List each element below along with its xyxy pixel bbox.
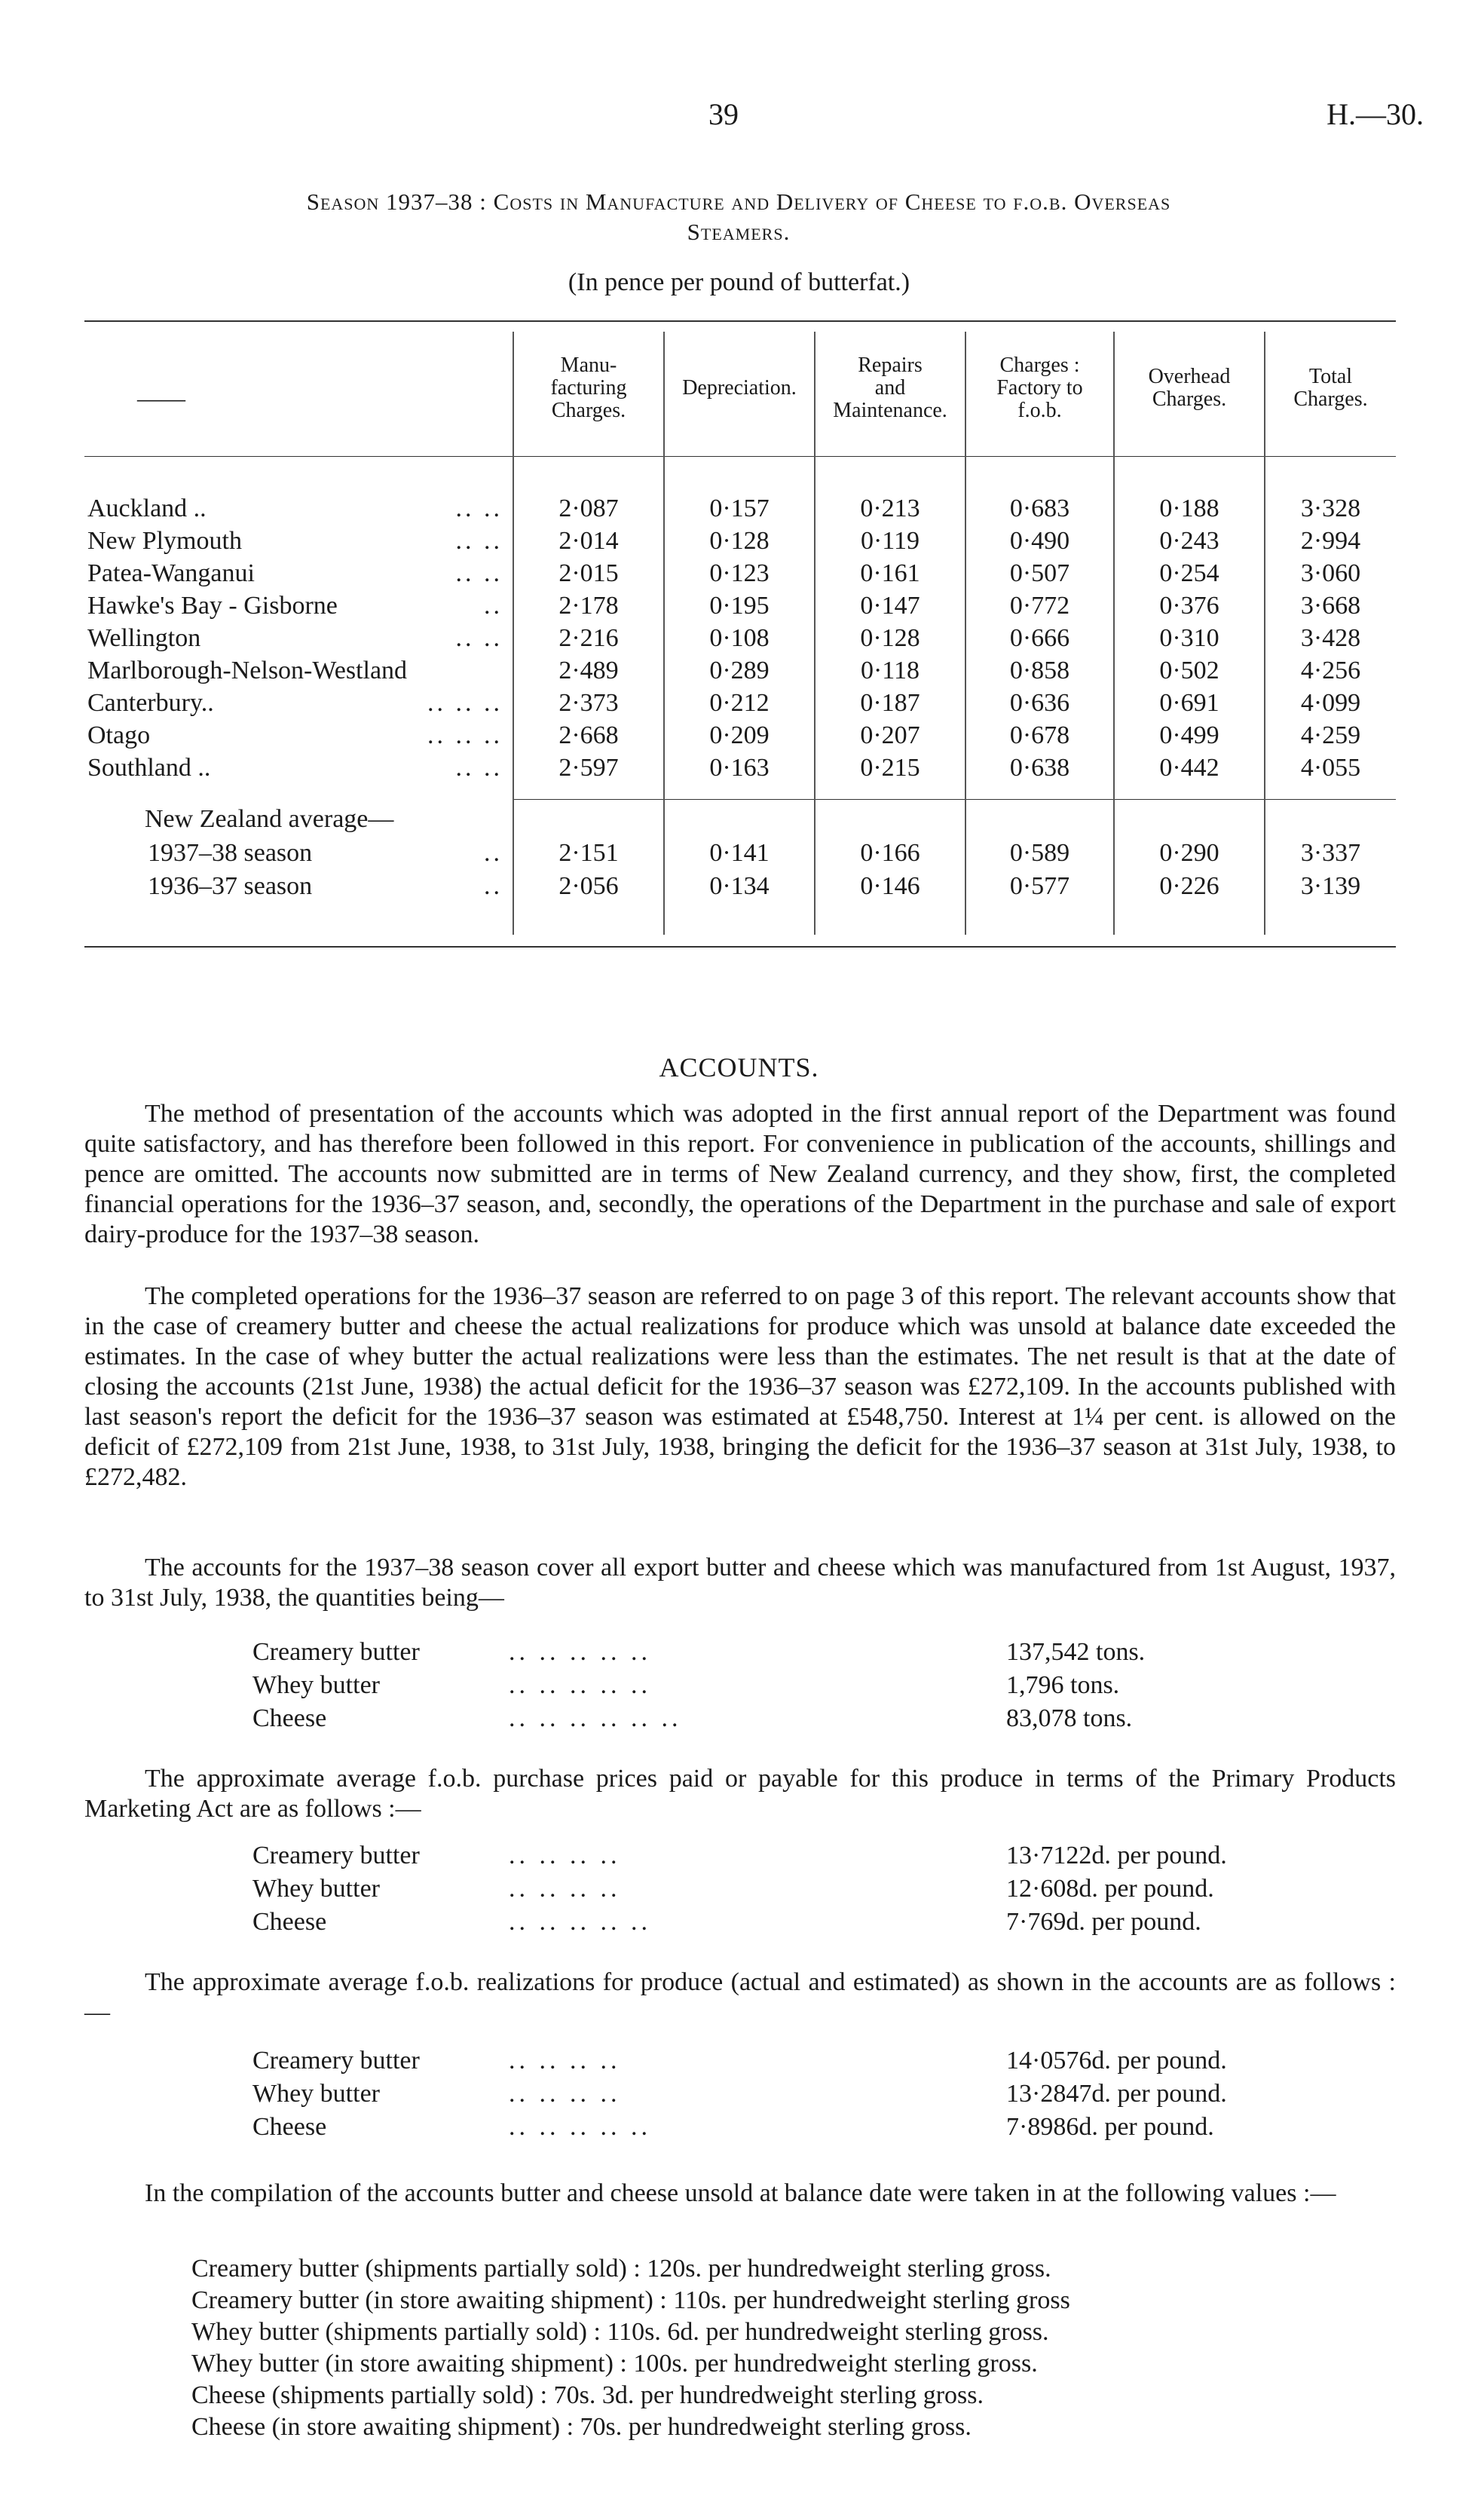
- accounts-para-5: The approximate average f.o.b. realizations for produce (actual and estimated) as shown in the accounts are as follows :—: [84, 1968, 1396, 2026]
- table-cell: 0·858: [1009, 657, 1070, 684]
- realization-leader-dots: .. .. .. ..: [509, 2047, 621, 2074]
- table-cell: 0·123: [709, 559, 770, 587]
- table-cell: 0·442: [1159, 754, 1219, 782]
- unsold-value-item: Whey butter (shipments partially sold) : 110s. 6d. per hundredweight sterling gross.: [191, 2318, 1049, 2346]
- row-leader-dots: .. ..: [455, 754, 503, 782]
- table-cell: 0·499: [1159, 721, 1219, 749]
- row-label: Canterbury..: [87, 689, 214, 717]
- page-number: 39: [708, 97, 739, 131]
- table-bottom-rule: [84, 946, 1396, 948]
- accounts-para-2: The completed operations for the 1936–37 season are referred to on page 3 of this report. The relevant accounts show that in the case of creamery butter and cheese the actual realizations for produce which was unsold at balance date exceeded the estimates. In the case of whey butter the actual realizations were less than the estimates. The net result is that at the date of closing the accounts (21st June, 1938) the actual deficit for the 1936–37 season was £272,109. In the accounts published with last season's report the deficit for the 1936–37 season was estimated at £548,750. Interest at 1¼ per cent. is allowed on the deficit of £272,109 from 21st June, 1938, to 31st July, 1938, bringing the deficit for the 1936–37 season at 31st July, 1938, to £272,482.: [84, 1282, 1396, 1491]
- accounts-heading: ACCOUNTS.: [659, 1052, 819, 1082]
- table-cell: 2·597: [558, 754, 619, 782]
- quantity-label: Cheese: [252, 1704, 327, 1732]
- table-cell: 0·147: [860, 592, 920, 620]
- quantity-value: 137,542 tons.: [1006, 1638, 1146, 1666]
- table-cell: 0·683: [1009, 495, 1070, 522]
- quantity-row: [252, 1702, 1232, 1735]
- table-cell: 0·243: [1159, 527, 1219, 555]
- table-row-region-2: [84, 557, 1396, 590]
- table-cell: 0·209: [709, 721, 770, 749]
- table-row-region-4: [84, 622, 1396, 655]
- realization-leader-dots: .. .. .. .. ..: [509, 2113, 651, 2141]
- table-cell: 0·772: [1009, 592, 1070, 620]
- table-row-region-3: [84, 589, 1396, 623]
- table-cell: 0·187: [860, 689, 920, 717]
- table-cell: 4·259: [1300, 721, 1361, 749]
- table-cell: 0·226: [1159, 872, 1219, 900]
- accounts-para-4: The approximate average f.o.b. purchase prices paid or payable for this produce in terms of the Primary Products Marketing Act are as follows :—: [84, 1765, 1396, 1823]
- average-heading-label: New Zealand average—: [145, 805, 394, 833]
- table-cell: 0·128: [709, 527, 770, 555]
- table-top-rule: [84, 320, 1396, 322]
- table-cell: 3·328: [1300, 495, 1361, 522]
- table-cell: 0·212: [709, 689, 770, 717]
- table-cell: 0·141: [709, 839, 770, 867]
- unsold-value-item: Cheese (shipments partially sold) : 70s. 3d. per hundredweight sterling gross.: [191, 2381, 984, 2409]
- table-cell: 0·161: [860, 559, 920, 587]
- cost-table: [84, 320, 1396, 946]
- table-row-region-7: [84, 719, 1396, 752]
- table-cell: 2·087: [558, 495, 619, 522]
- realization-row: [252, 2044, 1232, 2078]
- realization-row: [252, 2078, 1232, 2111]
- quantity-value: 1,796 tons.: [1006, 1671, 1120, 1699]
- purchase-price-label: Cheese: [252, 1908, 327, 1936]
- quantity-label: Whey butter: [252, 1671, 380, 1699]
- table-cell: 0·289: [709, 657, 770, 684]
- col-header-overhead: Overhead Charges.: [1148, 365, 1231, 411]
- table-cell: 2·151: [558, 839, 619, 867]
- row-leader-dots: ..: [484, 872, 503, 900]
- table-cell: 0·134: [709, 872, 770, 900]
- table-cell: 3·668: [1300, 592, 1361, 620]
- table-cell: 0·507: [1009, 559, 1070, 587]
- table-row-region-5: [84, 654, 1396, 687]
- row-leader-dots: .. ..: [455, 559, 503, 587]
- table-cell: 0·310: [1159, 624, 1219, 652]
- table-cell: 0·157: [709, 495, 770, 522]
- table-cell: 2·216: [558, 624, 619, 652]
- table-row-region-0: [84, 492, 1396, 525]
- table-cell: 0·254: [1159, 559, 1219, 587]
- col-header-depreciation: Depreciation.: [682, 376, 797, 400]
- row-label: 1937–38 season: [148, 839, 313, 867]
- purchase-price-label: Whey butter: [252, 1875, 380, 1903]
- realization-value: 14·0576d. per pound.: [1006, 2047, 1227, 2074]
- quantity-row: [252, 1669, 1232, 1702]
- average-heading: [84, 803, 1396, 836]
- table-cell: 0·118: [860, 657, 920, 684]
- row-label: Hawke's Bay - Gisborne: [87, 592, 338, 620]
- table-cell: 0·195: [709, 592, 770, 620]
- row-label: Southland ..: [87, 754, 211, 782]
- quantity-leader-dots: .. .. .. .. ..: [509, 1638, 651, 1666]
- row-leader-dots: .. ..: [455, 624, 503, 652]
- table-cell: 2·015: [558, 559, 619, 587]
- unsold-value-item: Creamery butter (shipments partially sold) : 120s. per hundredweight sterling gross.: [191, 2255, 1051, 2283]
- table-cell: 0·146: [860, 872, 920, 900]
- table-cell: 3·337: [1300, 839, 1361, 867]
- realization-value: 13·2847d. per pound.: [1006, 2080, 1227, 2108]
- row-leader-dots: .. .. ..: [427, 689, 503, 717]
- table-cell: 0·376: [1159, 592, 1219, 620]
- accounts-para-3: The accounts for the 1937–38 season cover all export butter and cheese which was manufactured from 1st August, 1937, to 31st July, 1938, the quantities being—: [84, 1554, 1396, 1612]
- unsold-value-item: Whey butter (in store awaiting shipment) : 100s. per hundredweight sterling gross.: [191, 2350, 1038, 2378]
- col-header-charges-fob: Charges : Factory to f.o.b.: [996, 354, 1083, 422]
- table-cell: 0·163: [709, 754, 770, 782]
- row-label: Patea-Wanganui: [87, 559, 255, 587]
- purchase-price-leader-dots: .. .. .. ..: [509, 1842, 621, 1869]
- purchase-price-row: [252, 1872, 1232, 1906]
- page-reference: H.—30.: [1327, 97, 1424, 131]
- table-cell: 3·428: [1300, 624, 1361, 652]
- table-cell: 0·188: [1159, 495, 1219, 522]
- table-cell: 4·099: [1300, 689, 1361, 717]
- table-header-rule: [84, 456, 1396, 457]
- table-cell: 0·678: [1009, 721, 1070, 749]
- row-label: Auckland ..: [87, 495, 207, 522]
- quantity-row: [252, 1636, 1232, 1669]
- table-cell: 2·489: [558, 657, 619, 684]
- table-cell: 3·139: [1300, 872, 1361, 900]
- table-cell: 4·256: [1300, 657, 1361, 684]
- table-row-region-6: [84, 687, 1396, 720]
- row-leader-dots: ..: [484, 592, 503, 620]
- table-cell: 0·166: [860, 839, 920, 867]
- table-cell: 0·691: [1159, 689, 1219, 717]
- table-cell: 2·668: [558, 721, 619, 749]
- quantity-label: Creamery butter: [252, 1638, 420, 1666]
- table-cell: 0·638: [1009, 754, 1070, 782]
- table-subtitle: (In pence per pound of butterfat.): [568, 268, 910, 296]
- table-cell: 0·636: [1009, 689, 1070, 717]
- table-cell: 0·577: [1009, 872, 1070, 900]
- table-cell: 0·213: [860, 495, 920, 522]
- table-title-line1: Season 1937–38 : Costs in Manufacture and Delivery of Cheese to f.o.b. Overseas: [306, 188, 1171, 215]
- purchase-price-row: [252, 1906, 1232, 1939]
- quantity-value: 83,078 tons.: [1006, 1704, 1133, 1732]
- purchase-price-value: 12·608d. per pound.: [1006, 1875, 1214, 1903]
- purchase-price-value: 13·7122d. per pound.: [1006, 1842, 1227, 1869]
- table-row-region-1: [84, 525, 1396, 558]
- realization-leader-dots: .. .. .. ..: [509, 2080, 621, 2108]
- col-header-repairs: Repairs and Maintenance.: [833, 354, 947, 422]
- realization-value: 7·8986d. per pound.: [1006, 2113, 1214, 2141]
- realization-label: Cheese: [252, 2113, 327, 2141]
- table-cell: 3·060: [1300, 559, 1361, 587]
- accounts-para-1: The method of presentation of the accounts which was adopted in the first annual report of the Department was found quite satisfactory, and has therefore been followed in this report. For convenience in publication of the accounts, shillings and pence are omitted. The accounts now submitted are in terms of New Zealand currency, and they show, first, the completed financial operations for the 1936–37 season, and, secondly, the operations of the Department in the purchase and sale of export dairy-produce for the 1937–38 season.: [84, 1100, 1396, 1248]
- col-header-manufacturing: Manu- facturing Charges.: [550, 354, 627, 422]
- row-label: Marlborough-Nelson-Westland: [87, 657, 408, 684]
- table-cell: 0·119: [860, 527, 920, 555]
- table-cell: 0·502: [1159, 657, 1219, 684]
- table-cell: 0·108: [709, 624, 770, 652]
- table-cell: 0·215: [860, 754, 920, 782]
- table-cell: 0·589: [1009, 839, 1070, 867]
- realization-row: [252, 2111, 1232, 2144]
- purchase-price-value: 7·769d. per pound.: [1006, 1908, 1201, 1936]
- accounts-para-6: In the compilation of the accounts butter and cheese unsold at balance date were taken in at the following values :—: [145, 2179, 1336, 2207]
- table-cell: 2·994: [1300, 527, 1361, 555]
- row-label: Otago: [87, 721, 151, 749]
- table-cell: 0·207: [860, 721, 920, 749]
- table-cell: 2·056: [558, 872, 619, 900]
- table-title: [98, 187, 1379, 247]
- table-cell: 0·490: [1009, 527, 1070, 555]
- table-row-average-1: [84, 870, 1396, 903]
- unsold-value-item: Cheese (in store awaiting shipment) : 70s. per hundredweight sterling gross.: [191, 2413, 972, 2441]
- table-cell: 4·055: [1300, 754, 1361, 782]
- table-cell: 0·290: [1159, 839, 1219, 867]
- table-cell: 0·666: [1009, 624, 1070, 652]
- realization-label: Whey butter: [252, 2080, 380, 2108]
- row-label: New Plymouth: [87, 527, 242, 555]
- row-leader-dots: ..: [484, 839, 503, 867]
- unsold-value-item: Creamery butter (in store awaiting shipment) : 110s. per hundredweight sterling gross: [191, 2286, 1070, 2314]
- row-leader-dots: .. ..: [455, 495, 503, 522]
- row-label: 1936–37 season: [148, 872, 313, 900]
- purchase-price-leader-dots: .. .. .. .. ..: [509, 1908, 651, 1936]
- row-leader-dots: .. ..: [455, 527, 503, 555]
- table-row-region-8: [84, 752, 1396, 785]
- stub-header: ——: [137, 384, 185, 412]
- quantity-leader-dots: .. .. .. .. .. ..: [509, 1704, 682, 1732]
- row-label: Wellington: [87, 624, 201, 652]
- purchase-price-row: [252, 1839, 1232, 1872]
- table-title-line2: Steamers.: [687, 219, 791, 245]
- row-leader-dots: .. .. ..: [427, 721, 503, 749]
- purchase-price-label: Creamery butter: [252, 1842, 420, 1869]
- quantity-leader-dots: .. .. .. .. ..: [509, 1671, 651, 1699]
- purchase-price-leader-dots: .. .. .. ..: [509, 1875, 621, 1903]
- col-header-total: Total Charges.: [1293, 365, 1368, 411]
- table-cell: 2·373: [558, 689, 619, 717]
- realization-label: Creamery butter: [252, 2047, 420, 2074]
- table-cell: 2·178: [558, 592, 619, 620]
- table-row-average-0: [84, 837, 1396, 870]
- table-cell: 0·128: [860, 624, 920, 652]
- table-cell: 2·014: [558, 527, 619, 555]
